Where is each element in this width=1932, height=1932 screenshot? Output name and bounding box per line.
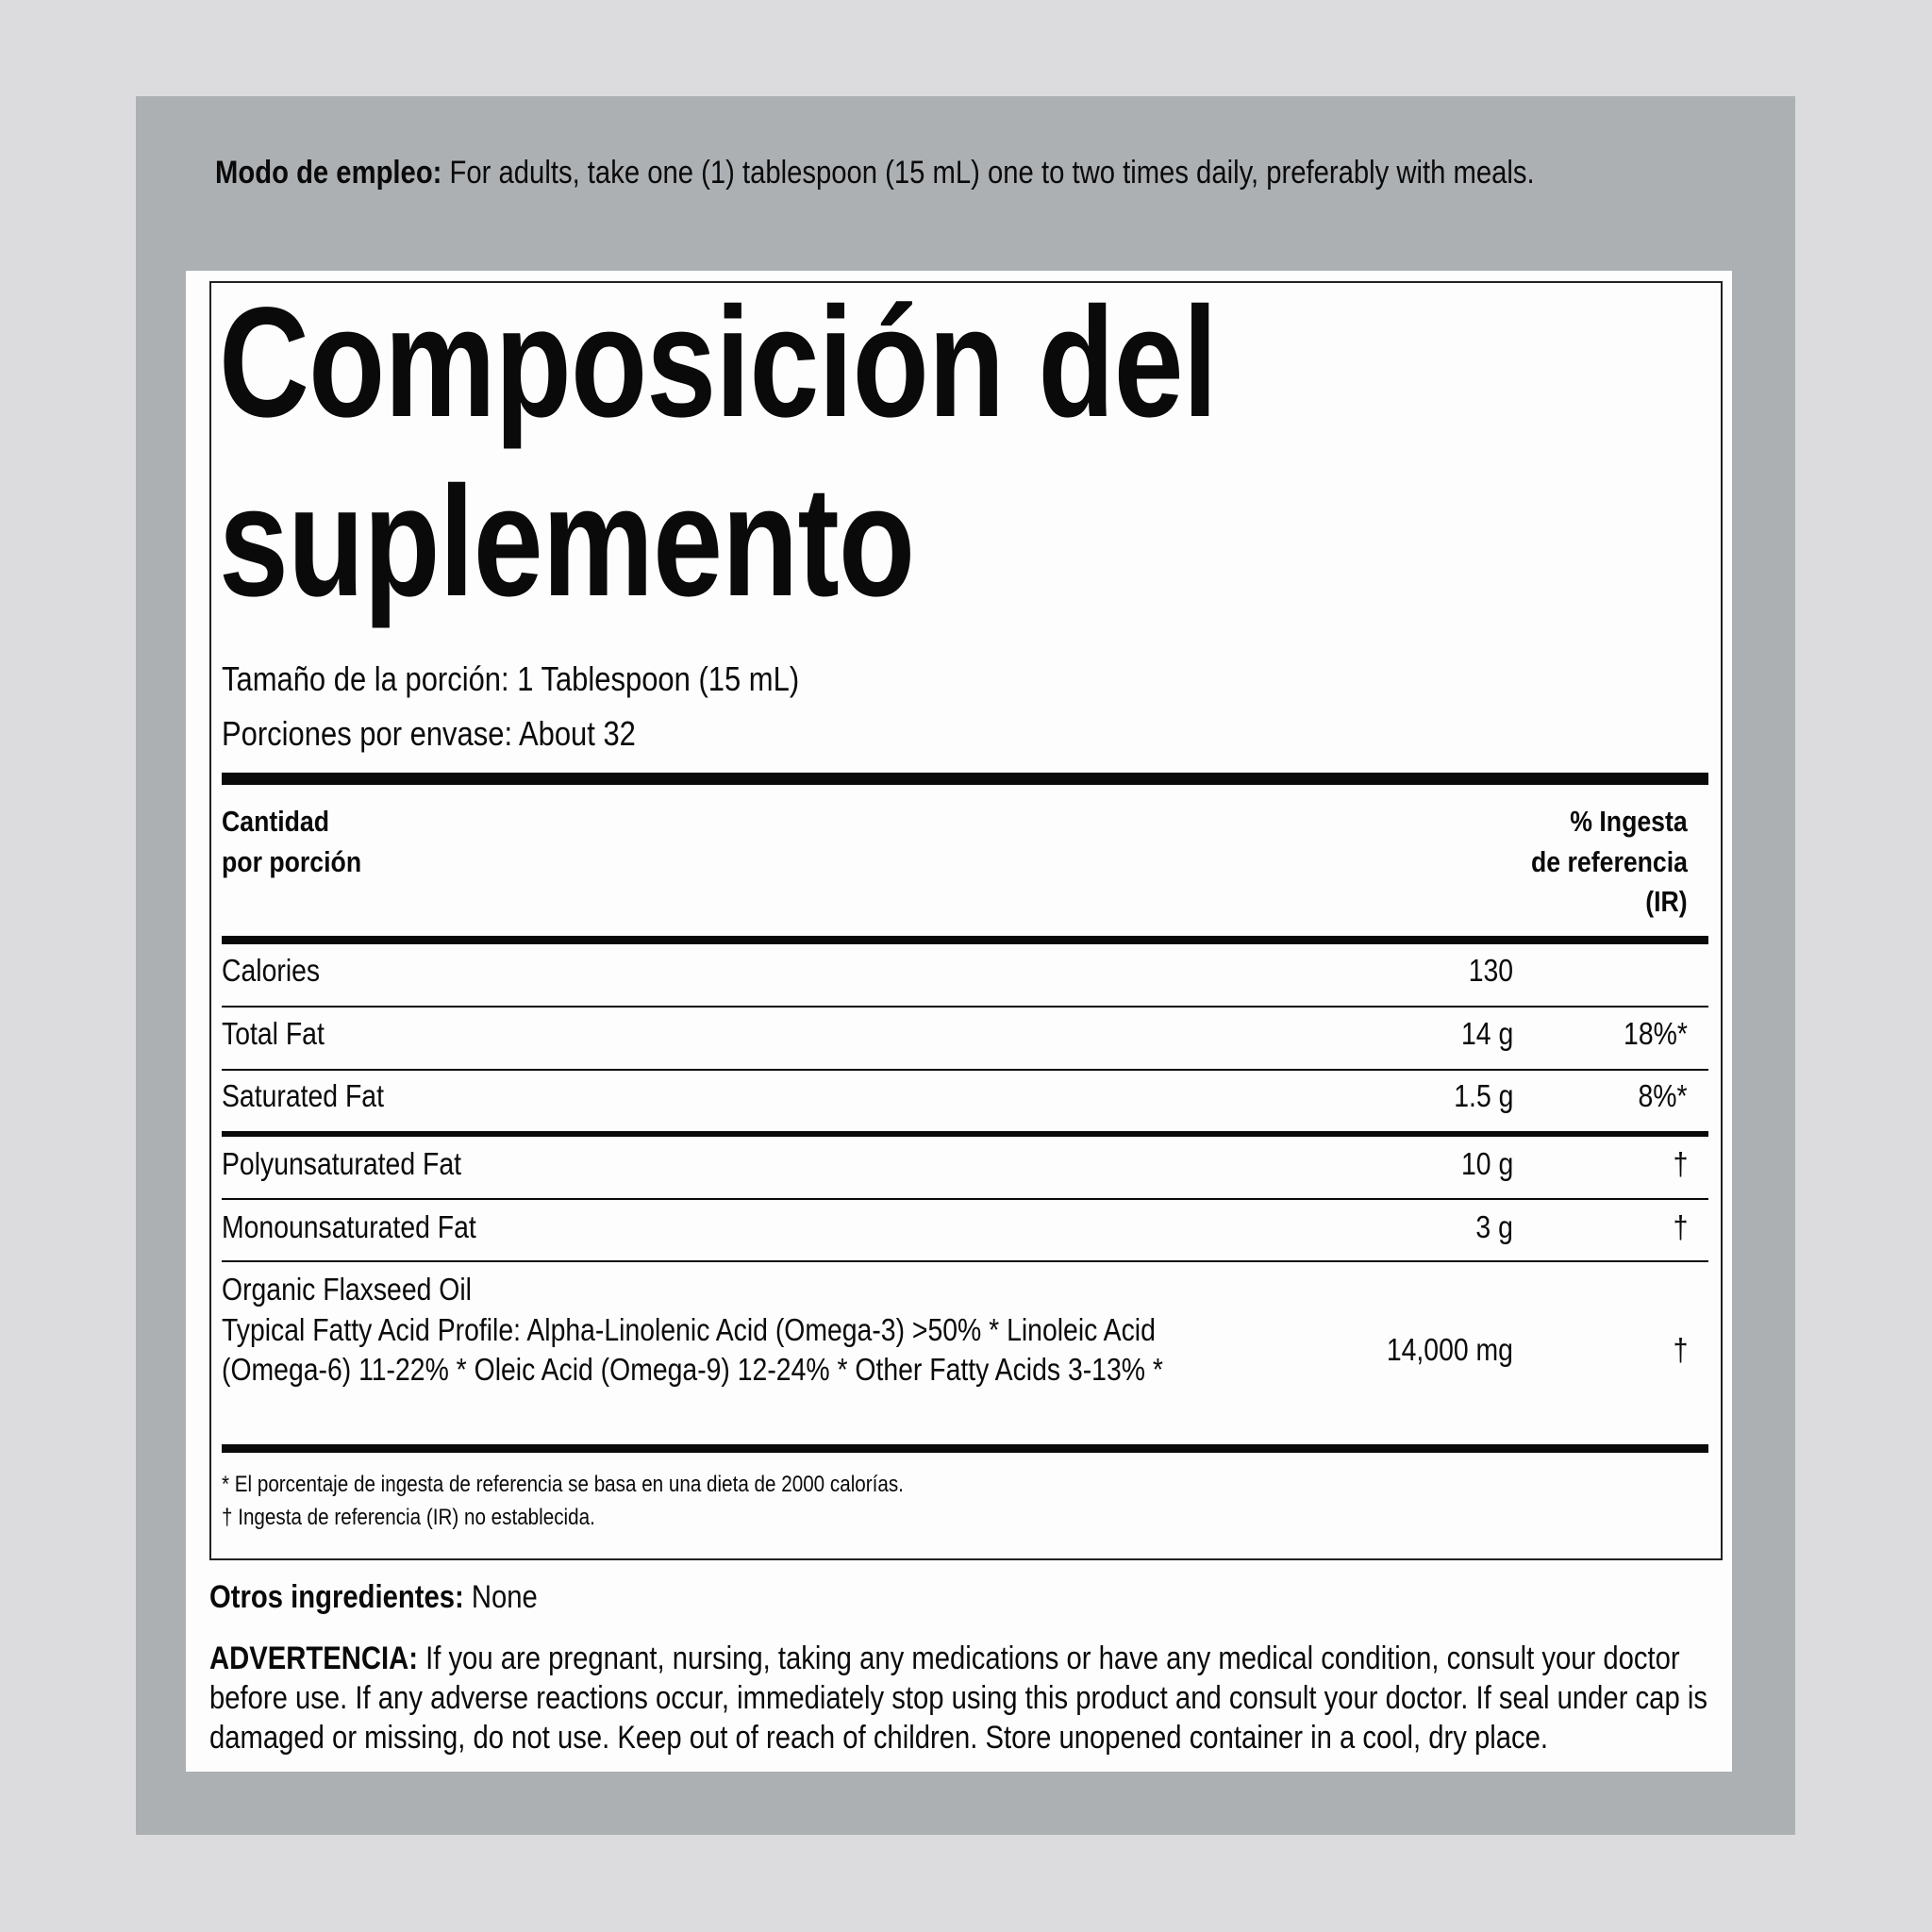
row-amount: 14 g <box>1460 1016 1513 1051</box>
row-amount: 14,000 mg <box>1386 1332 1513 1367</box>
other-ingredients <box>209 1577 538 1617</box>
other-ingredients-label: Otros ingredientes: <box>209 1579 464 1615</box>
row-divider <box>222 1198 1708 1200</box>
servings-per-container: Porciones por envase: About 32 <box>222 714 636 753</box>
row-divider <box>222 1069 1708 1071</box>
row-amount: 3 g <box>1475 1209 1513 1244</box>
thick-divider <box>222 936 1708 944</box>
row-divider <box>222 1006 1708 1008</box>
row-amount: 10 g <box>1460 1146 1513 1181</box>
amount-header-line1: Cantidad <box>222 805 330 838</box>
row-amount: 130 <box>1468 953 1513 988</box>
medium-divider <box>222 1131 1708 1137</box>
other-ingredients-text: None <box>471 1579 538 1615</box>
footnote-ri: * El porcentaje de ingesta de referencia se basa en una dieta de 2000 calorías. <box>222 1472 904 1497</box>
row-name: Saturated Fat <box>222 1078 384 1113</box>
row-name: Polyunsaturated Fat <box>222 1146 461 1181</box>
directions <box>215 153 1667 192</box>
row-ri: 18%* <box>1624 1016 1688 1051</box>
warning-label: ADVERTENCIA: <box>209 1641 418 1676</box>
directions-label: Modo de empleo: <box>215 155 442 191</box>
ri-header-line3: (IR) <box>1645 885 1688 918</box>
row-name: Calories <box>222 953 321 988</box>
ri-header-line1: % Ingesta <box>1570 805 1688 838</box>
row-ri: † <box>1673 1146 1688 1181</box>
row-name: Monounsaturated Fat <box>222 1209 476 1244</box>
row-name: Organic Flaxseed Oil <box>222 1272 472 1307</box>
warning-text: If you are pregnant, nursing, taking any medications or have any medical condition, consult your doctor before use. If any adverse reactions occur, immediately stop using this product and consult your doctor. If seal under cap is damaged or missing, do not use. Keep out of reach of children. Store unopened container in a cool, dry place. <box>209 1641 1707 1756</box>
panel-title-line2: suplemento <box>219 455 915 629</box>
amount-header-line2: por porción <box>222 845 362 878</box>
panel-title-line1: Composición del <box>219 275 1217 450</box>
row-ri: † <box>1673 1209 1688 1244</box>
row-amount: 1.5 g <box>1453 1078 1513 1113</box>
thick-divider <box>222 773 1708 785</box>
fatty-acid-profile: Typical Fatty Acid Profile: Alpha-Linolenic Acid (Omega-3) >50% * Linoleic Acid (Omega-6) 11-22% * Oleic Acid (Omega-9) 12-24% * Other Fatty Acids 3-13% * <box>222 1312 1163 1387</box>
footnote-dagger: † Ingesta de referencia (IR) no establecida. <box>222 1505 595 1530</box>
ri-header-line2: de referencia <box>1531 845 1688 878</box>
row-divider <box>222 1260 1708 1262</box>
directions-text: For adults, take one (1) tablespoon (15 mL) one to two times daily, preferably with meals. <box>449 155 1535 191</box>
row-name: Total Fat <box>222 1016 325 1051</box>
serving-size: Tamaño de la porción: 1 Tablespoon (15 mL) <box>222 659 800 698</box>
row-ri: 8%* <box>1638 1078 1688 1113</box>
thick-divider <box>222 1444 1708 1453</box>
row-ri: † <box>1673 1332 1688 1367</box>
warning <box>209 1639 1735 1757</box>
